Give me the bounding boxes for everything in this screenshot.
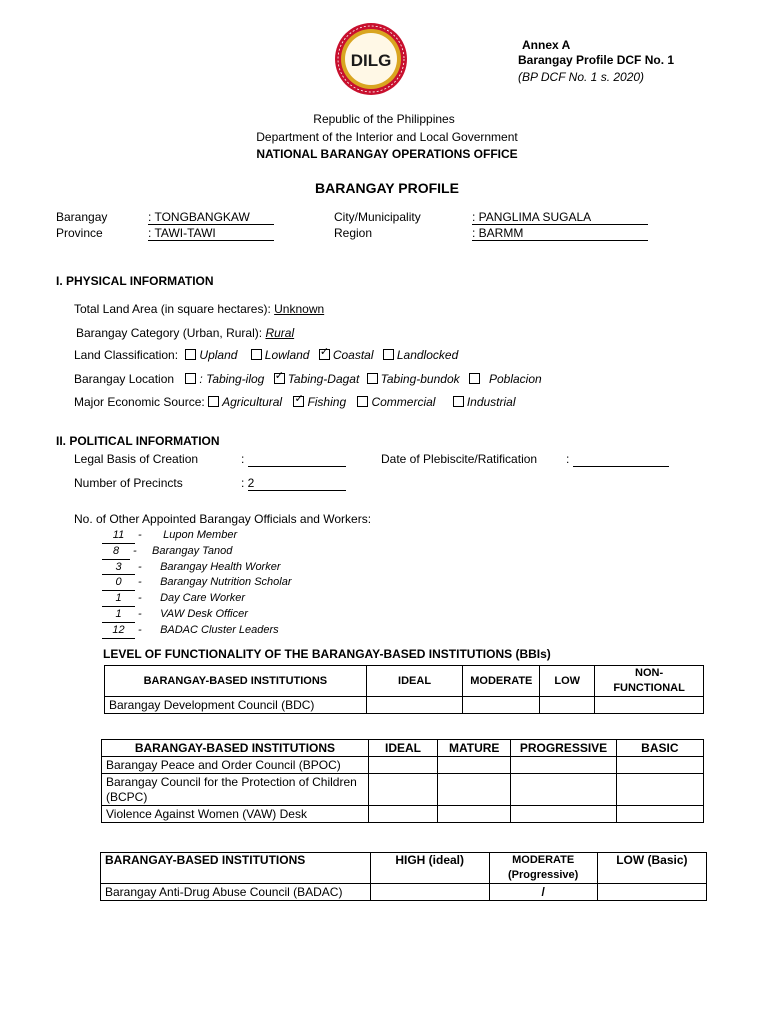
checkbox-tabing-dagat[interactable] [274, 373, 285, 384]
bpoc-table [101, 739, 704, 823]
physical-heading: I. PHYSICAL INFORMATION [56, 274, 214, 288]
option-agricultural: Agricultural [222, 395, 283, 409]
moderate-mark[interactable]: / [489, 884, 597, 901]
list-item: 1 - Day Care Worker [102, 591, 292, 607]
checkbox-landlocked[interactable] [383, 349, 394, 360]
table-header: MODERATE (Progressive) [489, 853, 597, 884]
land-area-label: Total Land Area (in square hectares): [74, 302, 271, 316]
annex-label: Annex A [522, 38, 571, 52]
city-label: City/Municipality [334, 210, 421, 224]
location-label: Barangay Location [74, 372, 175, 386]
annex-series: (BP DCF No. 1 s. 2020) [518, 70, 645, 84]
option-fishing: Fishing [307, 395, 347, 409]
option-industrial: Industrial [466, 395, 516, 409]
page-title: BARANGAY PROFILE [315, 180, 459, 196]
annex-form-number: Barangay Profile DCF No. 1 [518, 53, 675, 67]
land-class-label: Land Classification: [74, 348, 179, 362]
list-item: 3 - Barangay Health Worker [102, 560, 292, 576]
precincts-label: Number of Precincts [74, 476, 183, 490]
legal-basis-field[interactable] [248, 452, 346, 467]
checkbox-poblacion[interactable] [469, 373, 480, 384]
bdc-table [104, 665, 704, 714]
city-value: : PANGLIMA SUGALA [472, 210, 648, 225]
plebiscite-field[interactable] [573, 452, 669, 467]
table-header: MATURE [438, 740, 511, 757]
table-header: MODERATE [463, 666, 540, 697]
checkbox-industrial[interactable] [453, 396, 464, 407]
table-header: IDEAL [366, 666, 463, 697]
table-header: HIGH (ideal) [370, 853, 489, 884]
table-header: BARANGAY-BASED INSTITUTIONS [105, 666, 367, 697]
category-label: Barangay Category (Urban, Rural): [76, 326, 263, 340]
option-tabing-bundok: Tabing-bundok [380, 372, 460, 386]
land-area-value: Unknown [274, 302, 325, 316]
option-poblacion: Poblacion [488, 372, 542, 386]
table-header: BARANGAY-BASED INSTITUTIONS [101, 853, 371, 884]
option-upland: Upland [199, 348, 238, 362]
checkbox-tabing-ilog[interactable] [185, 373, 196, 384]
table-row [101, 884, 707, 901]
checkbox-tabing-bundok[interactable] [367, 373, 378, 384]
list-item: 12 - BADAC Cluster Leaders [102, 623, 292, 639]
officials-heading: No. of Other Appointed Barangay Officials and Workers: [74, 512, 372, 526]
table-header: BARANGAY-BASED INSTITUTIONS [102, 740, 369, 757]
list-item: 11 - Lupon Member [102, 528, 292, 544]
economic-label: Major Economic Source: [74, 395, 205, 409]
province-value: : TAWI-TAWI [148, 226, 274, 241]
header-department: Department of the Interior and Local Government [256, 130, 518, 144]
checkbox-agricultural[interactable] [208, 396, 219, 407]
checkbox-lowland[interactable] [251, 349, 262, 360]
table-header: LOW (Basic) [597, 853, 706, 884]
option-tabing-dagat: Tabing-Dagat [287, 372, 360, 386]
ideal-cell[interactable] [366, 697, 463, 714]
table-header: PROGRESSIVE [511, 740, 616, 757]
precincts-value: 2 [248, 476, 346, 491]
officials-list [102, 528, 292, 639]
non-functional-cell[interactable] [595, 697, 704, 714]
barangay-label: Barangay [56, 210, 108, 224]
table-header: NON- FUNCTIONAL [595, 666, 704, 697]
table-header: LOW [540, 666, 595, 697]
logo-text: DILG [350, 51, 392, 70]
table-row [102, 806, 704, 823]
table-row [102, 774, 704, 806]
option-lowland: Lowland [264, 348, 310, 362]
option-commercial: Commercial [371, 395, 436, 409]
barangay-value: : TONGBANGKAW [148, 210, 274, 225]
bbi-heading: LEVEL OF FUNCTIONALITY OF THE BARANGAY-BASED INSTITUTIONS (BBIs) [103, 647, 551, 661]
checkbox-commercial[interactable] [357, 396, 368, 407]
checkbox-upland[interactable] [185, 349, 196, 360]
table-header: IDEAL [368, 740, 437, 757]
option-tabing-ilog: : Tabing-ilog [199, 372, 265, 386]
low-cell[interactable] [540, 697, 595, 714]
table-cell: Violence Against Women (VAW) Desk [102, 806, 369, 823]
option-landlocked: Landlocked [396, 348, 459, 362]
badac-table [100, 852, 707, 901]
header-office: NATIONAL BARANGAY OPERATIONS OFFICE [256, 147, 518, 161]
list-item: 8 - Barangay Tanod [102, 544, 292, 560]
table-cell: Barangay Council for the Protection of Children (BCPC) [102, 774, 369, 806]
checkbox-coastal[interactable] [319, 349, 330, 360]
header-republic: Republic of the Philippines [313, 112, 455, 126]
region-label: Region [334, 226, 373, 240]
plebiscite-label: Date of Plebiscite/Ratification [381, 452, 538, 466]
checkbox-fishing[interactable] [293, 396, 304, 407]
table-cell: Barangay Peace and Order Council (BPOC) [102, 757, 369, 774]
moderate-cell[interactable] [463, 697, 540, 714]
list-item: 0 - Barangay Nutrition Scholar [102, 575, 292, 591]
table-row [105, 697, 704, 714]
table-header: BASIC [616, 740, 703, 757]
option-coastal: Coastal [332, 348, 374, 362]
legal-basis-label: Legal Basis of Creation [74, 452, 199, 466]
dilg-seal-logo [334, 22, 408, 96]
region-value: : BARMM [472, 226, 648, 241]
table-cell: Barangay Development Council (BDC) [105, 697, 367, 714]
table-cell: Barangay Anti-Drug Abuse Council (BADAC) [101, 884, 371, 901]
list-item: 1 - VAW Desk Officer [102, 607, 292, 623]
table-row [102, 757, 704, 774]
political-heading: II. POLITICAL INFORMATION [56, 434, 220, 448]
province-label: Province [56, 226, 103, 240]
category-value: Rural [265, 326, 295, 340]
